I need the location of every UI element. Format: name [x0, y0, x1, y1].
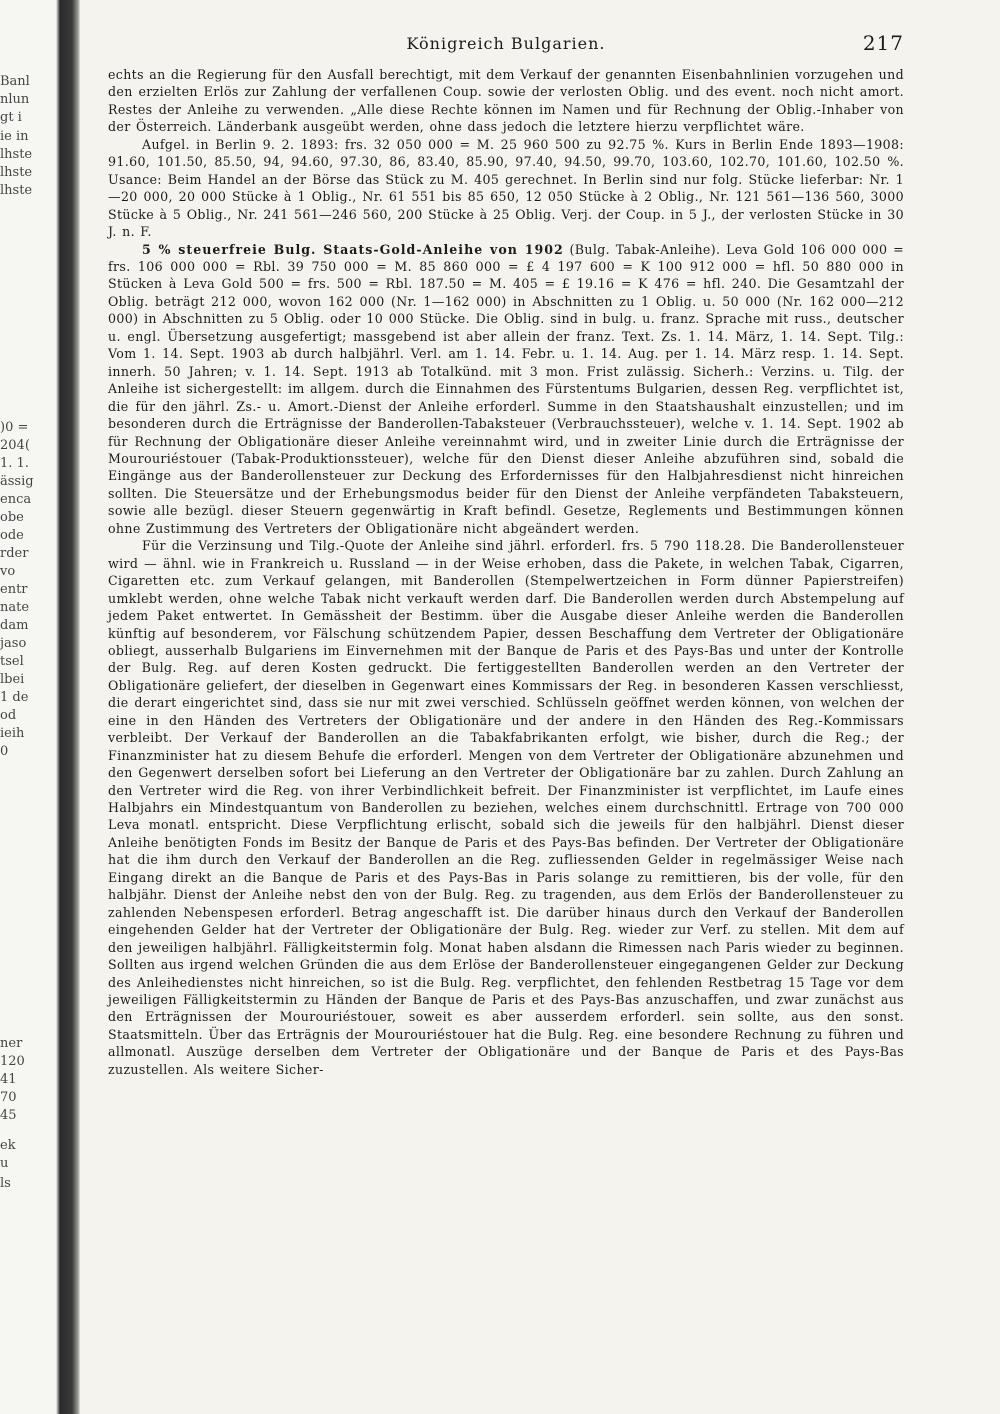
body-text: [108, 66, 904, 1078]
facing-page-fragment: ner: [0, 1036, 23, 1051]
facing-page-fragment: enca: [0, 492, 32, 507]
facing-page-fragment: ek: [0, 1138, 16, 1153]
running-title: Königreich Bulgarien.: [406, 34, 606, 53]
facing-page-fragment: ie in: [0, 129, 29, 144]
facing-page-fragment: lbei: [0, 672, 25, 687]
facing-page-fragment: vo: [0, 564, 16, 579]
section-heading: 5 % steuerfreie Bulg. Staats-Gold-Anleihe von 1902: [142, 241, 564, 257]
facing-page-fragment: 45: [0, 1108, 17, 1123]
facing-page-column: [0, 0, 56, 1414]
paragraph-3: [108, 241, 904, 538]
paragraph-4: Für die Verzinsung und Tilg.-Quote der Anleihe sind jährl. erforderl. frs. 5 790 118.28. Die Banderollensteuer wird — ähnl. wie in Frankreich u. Russland — in der Weise erhoben, dass die Pakete, in welchen Tabak, Cigarren, Cigaretten etc. zum Verkauf gelangen, mit Banderollen (Stempelwertzeichen in Form dünner Papierstreifen) umklebt werden, ohne welche Tabak nicht verkauft werden darf. Die Banderollen werden durch Abstempelung auf jedem Paket entwertet. In Gemässheit der Bestimm. über die Ausgabe dieser Anleihe werden die Banderollen künftig auf besonderem, vor Fälschung schützendem Papier, dessen Beschaffung dem Vertreter der Obligationäre obliegt, ausserhalb Bulgariens im Einvernehmen mit der Banque de Paris et des Pays-Bas und unter der Kontrolle der Bulg. Reg. auf deren Kosten gedruckt. Die fertiggestellten Banderollen werden an den Vertreter der Obligationäre geliefert, der dieselben in Gegenwart eines Kommissars der Reg. in besonderen Kassen verschliesst, die derart eingerichtet sind, dass sie nur mit zwei verschied. Schlüsseln geöffnet werden können, von welchen der eine in den Händen des Vertreters der Obligationäre und der andere in den Händen des Reg.-Kommissars verbleibt. Der Verkauf der Banderollen an die Tabakfabrikanten erfolgt, wie bisher, durch die Reg.; der Finanzminister hat zu diesem Behufe die erforderl. Mengen von dem Vertreter der Obligationäre abzunehmen und den Gegenwert derselben sofort bei Lieferung an den Vertreter der Obligationäre bar zu zahlen. Durch Zahlung an den Vertreter wird die Reg. von ihrer Verbindlichkeit befreit. Der Finanzminister ist verpflichtet, im Laufe eines Halbjahrs ein Mindestquantum von Banderollen zu beziehen, welches einem durchschnittl. Ertrage von 700 000 Leva monatl. entspricht. Diese Verpflichtung erlischt, sobald sich die jeweils für den halbjährl. Dienst dieser Anleihe benötigten Fonds im Besitz der Banque de Paris et des Pays-Bas befinden. Der Vertreter der Obligationäre hat die ihm durch den Verkauf der Banderollen an die Reg. zufliessenden Gelder in regelmässiger Weise nach Eingang direkt an die Banque de Paris et des Pays-Bas in Paris solange zu remittieren, bis der volle, für den halbjähr. Dienst der Anleihe nebst den von der Bulg. Reg. zu tragenden, aus dem Erlös der Banderollensteuer zu zahlenden Nebenspesen erforderl. Betrag angeschafft ist. Die darüber hinaus durch den Verkauf der Banderollen eingehenden Gelder hat der Vertreter der Obligationäre der Bulg. Reg. wieder zur Verf. zu stellen. Mit dem auf den jeweiligen halbjährl. Fälligkeitstermin folg. Monat haben alsdann die Rimessen nach Paris wieder zu beginnen. Sollten aus irgend welchen Gründen die aus dem Erlöse der Banderollensteuer eingegangenen Gelder zur Deckung des Anleihedienstes nicht hinreichen, so ist die Bulg. Reg. verpflichtet, den fehlenden Restbetrag 15 Tage vor dem jeweiligen Fälligkeitstermin zu Händen der Banque de Paris et des Pays-Bas anzuschaffen, und zwar zunächst aus den Erträgnissen der Mourouriéstouer, soweit es aber ausserdem erforderl. sein sollte, aus den sonst. Staatsmitteln. Über das Erträgnis der Mourouriéstouer hat die Bulg. Reg. eine besondere Rechnung zu führen und allmonatl. Auszüge derselben dem Vertreter der Obligationäre und der Banque de Paris et des Pays-Bas zuzustellen. Als weitere Sicher-: [108, 538, 904, 1077]
facing-page-fragment: 0: [0, 744, 9, 759]
facing-page-fragment: 41: [0, 1072, 17, 1087]
facing-page-fragment: )0 =: [0, 420, 29, 435]
page-header: [108, 31, 904, 56]
facing-page-fragment: ode: [0, 528, 24, 543]
paragraph-1: echts an die Regierung für den Ausfall berechtigt, mit dem Verkauf der genannten Eisenbahnlinien vorzugehen und den erzielten Erlös zur Zahlung der verfallenen Coup. sowie der verlosten Oblig. und des event. noch nicht amort. Restes der Anleihe zu verwenden. „Alle diese Rechte können im Namen und für Rechnung der Oblig.-Inhaber von der Österreich. Länderbank ausgeübt werden, ohne dass jedoch die letztere hierzu verpflichtet wäre.: [108, 67, 904, 135]
facing-page-fragment: Banl: [0, 74, 30, 89]
facing-page-fragment: rder: [0, 546, 29, 561]
facing-page-fragment: od: [0, 708, 17, 723]
page-number: 217: [862, 31, 904, 55]
facing-page-fragment: ls: [0, 1176, 11, 1191]
facing-page-fragment: lhste: [0, 165, 33, 180]
facing-page-fragment: ässig: [0, 474, 34, 489]
facing-page-fragment: ieih: [0, 726, 25, 741]
facing-page-fragment: lhste: [0, 147, 33, 162]
facing-page-fragment: 1. 1.: [0, 456, 29, 471]
paragraph-2: Aufgel. in Berlin 9. 2. 1893: frs. 32 050 000 = M. 25 960 500 zu 92.75 %. Kurs in Berlin Ende 1893—1908: 91.60, 101.50, 85.50, 94, 94.60, 97.30, 86, 83.40, 85.90, 97.40, 94.50, 99.70, 103.60, 102.70, 101.60, 102.50 %. Usance: Beim Handel an der Börse das Stück zu M. 405 gerechnet. In Berlin sind nur folg. Stücke lieferbar: Nr. 1—20 000, 20 000 Stücke à 1 Oblig., Nr. 61 551 bis 85 650, 12 050 Stücke à 2 Oblig., Nr. 121 561—136 560, 3000 Stücke à 5 Oblig., Nr. 241 561—246 560, 200 Stücke à 25 Oblig. Verj. der Coup. in 5 J., der verlosten Stücke in 30 J. n. F.: [108, 136, 904, 240]
facing-page-fragment: dam: [0, 618, 29, 633]
facing-page-fragment: nlun: [0, 92, 30, 107]
facing-page-fragment: 120: [0, 1054, 25, 1069]
facing-page-fragment: 1 de: [0, 690, 29, 705]
facing-page-fragment: lhste: [0, 183, 33, 198]
facing-page-fragment: tsel: [0, 654, 24, 669]
facing-page-fragment: gt i: [0, 110, 22, 125]
facing-page-fragment: 204(: [0, 438, 30, 453]
facing-page-fragment: 70: [0, 1090, 17, 1105]
facing-page-fragment: u: [0, 1156, 9, 1171]
facing-page-fragment: nate: [0, 600, 30, 615]
paragraph-3-text: (Bulg. Tabak-Anleihe). Leva Gold 106 000 000 = frs. 106 000 000 = Rbl. 39 750 000 = M. 85 860 000 = £ 4 197 600 = K 100 912 000 = hfl. 50 880 000 in Stücken à Leva Gold 500 = frs. 500 = Rbl. 187.50 = M. 405 = £ 19.16 = K 476 = hfl. 240. Die Gesamtzahl der Oblig. beträgt 212 000, wovon 162 000 (Nr. 1—162 000) in Abschnitten zu 1 Oblig. u. 50 000 (Nr. 162 000—212 000) in Abschnitten zu 5 Oblig. oder 10 000 Stücke. Die Oblig. sind in bulg. u. franz. Sprache mit russ., deutscher u. engl. Übersetzung ausgefertigt; massgebend ist aber allein der franz. Text. Zs. 1. 14. März, 1. 14. Sept. Tilg.: Vom 1. 14. Sept. 1903 ab durch halbjährl. Verl. am 1. 14. Febr. u. 1. 14. Aug. per 1. 14. März resp. 1. 14. Sept. innerh. 50 Jahren; v. 1. 14. Sept. 1913 ab Totalkünd. mit 3 mon. Frist zulässig. Sicherh.: Verzins. u. Tilg. der Anleihe ist sichergestellt: im allgem. durch die Einnahmen des Fürstentums Bulgarien, dessen Reg. verpflichtet ist, die für den jährl. Zs.- u. Amort.-Dienst der Anleihe erforderl. Summe in den Staatshaushalt einzustellen; und im besonderen durch die Erträgnisse der Banderollen-Tabaksteuer (Verbrauchssteuer), welche v. 1. 14. Sept. 1902 ab für Rechnung der Obligationäre dieser Anleihe vereinnahmt wird, und in zweiter Linie durch die Erträgnisse der Mourouriéstouer (Tabak-Produktionssteuer), welche für den Dienst dieser Anleihe abzuführen sind, sobald die Eingänge aus der Banderollensteuer zur Deckung des Erfordernisses für den Halbjahresdienst nicht hinreichen sollten. Die Steuersätze und der Erhebungsmodus beider für den Dienst der Anleihe verpfändeten Tabaksteuern, sowie alle bezügl. dieser Steuern gegenwärtig in Kraft befindl. Gesetze, Reglements und Bestimmungen können ohne Zustimmung des Vertreters der Obligationäre nicht abgeändert werden.: [108, 241, 904, 536]
facing-page-fragment: obe: [0, 510, 24, 525]
facing-page-fragment: jaso: [0, 636, 27, 651]
facing-page-fragment: entr: [0, 582, 28, 597]
